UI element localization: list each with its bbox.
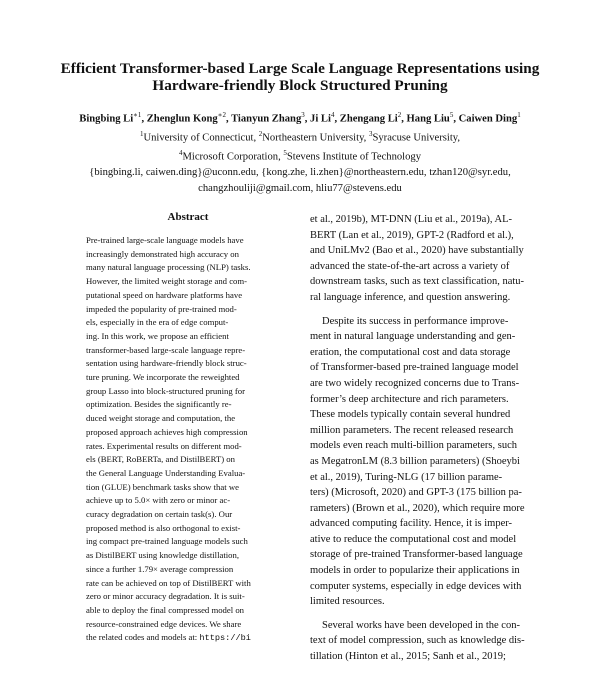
author-names: Bingbing $Li^{∗1}$, Zhenglun Kong$^{∗2}$, Tianyun Zhang$^3$, Ji Li$^4$, Zhengang Li$^2$, Hang Liu$^5$, Caiwen Ding$^1$ <box>79 111 521 125</box>
author-sup: 4 <box>330 111 335 119</box>
affiliation: Syracuse University, <box>372 132 461 144</box>
abstract-line: increasingly demonstrated high accuracy on <box>86 248 239 259</box>
author-name: Bingbing Li <box>79 113 134 125</box>
body-line: text of model compression, such as knowledge dis- <box>310 635 525 647</box>
abstract-line: proposed approach achieves high compression <box>86 426 248 437</box>
body-line: downstream tasks, such as text classification, natu- <box>310 276 525 288</box>
body-line: These models typically contain several hundred <box>310 409 511 421</box>
abstract-line <box>86 631 290 646</box>
body-line: computer systems, especially in edge devices with <box>310 580 522 592</box>
author-sup: 1 <box>517 111 521 119</box>
body-line: eration, the computational cost and data storage <box>310 346 511 358</box>
abstract-line: duced weight storage and computation, the <box>86 413 236 424</box>
body-line: are two widely recognized concerns due to Trans- <box>310 377 520 389</box>
author-name: Hang Liu <box>406 113 450 125</box>
body-line: and UniLMv2 (Bao et al., 2020) have substantially <box>310 245 524 257</box>
author-name: Zhenglun Kong <box>146 113 218 125</box>
abstract-line: putational speed on hardware platforms have <box>86 289 243 300</box>
abstract-line: impeded the popularity of pre-trained mod- <box>86 303 237 314</box>
abstract-line: since a further 1.79× average compression <box>86 563 234 574</box>
affiliation-sup: 3 <box>368 130 373 139</box>
abstract-heading: Abstract <box>167 211 209 223</box>
abstract-body <box>86 234 290 646</box>
author-sup: 3 <box>301 111 305 119</box>
abstract-line: resource-constrained edge devices. We share <box>86 618 242 629</box>
abstract-line: sentation using hardware-friendly block struc- <box>86 358 247 369</box>
abstract-column <box>86 210 290 646</box>
affiliation: Northeastern University, <box>262 132 369 144</box>
abstract-line: ing. In this work, we propose an efficient <box>86 330 229 341</box>
paper-title <box>40 60 560 94</box>
abstract-line: optimization. Besides the significantly re- <box>86 399 232 410</box>
author-sup: 2 <box>397 111 402 119</box>
body-line: ters) (Microsoft, 2020) and GPT-3 (175 billion pa- <box>310 487 522 499</box>
body-line: Several works have been developed in the con- <box>322 619 520 631</box>
abstract-line: able to deploy the final compressed model on <box>86 604 245 615</box>
intro-column <box>310 212 540 673</box>
abstract-line: ture pruning. We incorporate the reweighted <box>86 372 240 383</box>
abstract-line: zero or minor accuracy degradation. It is suit- <box>86 591 245 602</box>
abstract-line: curacy degradation on certain task(s). Our <box>86 509 233 520</box>
abstract-line: group Lasso into block-structured pruning for <box>86 385 245 396</box>
abstract-line: rates. Experimental results on different mod- <box>86 440 242 451</box>
body-line: former’s deep architecture and rich parameters. <box>310 393 509 405</box>
body-line: tillation (Hinton et al., 2015; Sanh et al., 2019; <box>310 651 506 663</box>
body-line: ment in natural language understanding and gen- <box>310 331 516 343</box>
body-line: advanced computing facility. Hence, it is imper- <box>310 518 513 530</box>
affiliation: Stevens Institute of Technology <box>286 151 422 163</box>
intro-paragraph <box>310 212 540 306</box>
abstract-line: els (BERT, RoBERTa, and DistilBERT) on <box>86 454 235 465</box>
body-line: of Transformer-based pre-trained language model <box>310 362 519 374</box>
affiliation: Microsoft Corporation, <box>182 151 284 163</box>
author-name: Tianyun Zhang <box>231 113 302 125</box>
email-line: changzhouliji@gmail.com, hliu77@stevens.edu <box>198 182 402 194</box>
body-line: million parameters. The recent released research <box>310 424 514 436</box>
body-line: et al., 2019b), MT-DNN (Liu et al., 2019a), AL- <box>310 214 512 225</box>
body-line: storage of pre-trained Transformer-based language <box>310 549 523 561</box>
body-line: limited resources. <box>310 596 385 608</box>
author-sup: ∗2 <box>217 111 226 119</box>
abstract-line: ing compact pre-trained language models such <box>86 536 248 547</box>
body-line: models in order to popularize their applications in <box>310 565 520 577</box>
affiliation-sup: 5 <box>283 149 287 158</box>
body-line: Despite its success in performance improve- <box>322 315 509 327</box>
author-sup: ∗1 <box>133 111 142 119</box>
intro-paragraph <box>310 314 540 610</box>
author-name: Zhengang Li <box>339 113 398 125</box>
affiliation-sup: 1 <box>139 130 144 139</box>
body-line: as MegatronLM (8.3 billion parameters) (Shoeybi <box>310 455 520 467</box>
author-block <box>30 108 570 197</box>
affiliation-sup: 4 <box>178 149 183 158</box>
abstract-line: as DistilBERT using knowledge distillation, <box>86 550 240 561</box>
email-line: {bingbing.li, caiwen.ding}@uconn.edu, {kong.zhe, li.zhen}@northeastern.edu, tzhan120@syr.edu, <box>89 167 511 179</box>
author-sup: 5 <box>449 111 454 119</box>
abstract-line: proposed method is also orthogonal to exist- <box>86 522 241 533</box>
abstract-line: tion (GLUE) benchmark tasks show that we <box>86 481 239 492</box>
abstract-line: transformer-based large-scale language repre- <box>86 344 246 355</box>
abstract-line: many natural language processing (NLP) tasks. <box>86 262 251 273</box>
abstract-line: rate can be achieved on top of DistilBERT with <box>86 577 251 588</box>
body-line: rameters) (Brown et al., 2020), which require more <box>310 502 525 514</box>
abstract-line: achieve up to 5.0× with zero or minor ac- <box>86 495 231 506</box>
intro-paragraph <box>310 618 540 665</box>
author-name: Caiwen Ding <box>458 113 518 125</box>
code-link[interactable]: https://bi <box>199 633 251 644</box>
title-line: Efficient Transformer-based Large Scale Language Representations using <box>60 60 540 77</box>
affiliation-line <box>30 127 570 146</box>
body-line: et al., 2019), Turing-NLG (17 billion parame- <box>310 471 503 483</box>
body-line: BERT (Lan et al., 2019), GPT-2 (Radford et al.), <box>310 229 514 241</box>
affiliation-line <box>30 146 570 165</box>
abstract-line: els, especially in the era of edge comput- <box>86 317 229 328</box>
abstract-line: Pre-trained large-scale language models have <box>86 235 244 245</box>
affiliation-sup: 2 <box>258 130 263 139</box>
body-line: ative to reduce the computational cost and model <box>310 533 517 545</box>
body-line: models even reach multi-billion parameters, such <box>310 440 518 452</box>
body-line: advanced the state-of-the-art across a variety of <box>310 260 510 272</box>
abstract-line: the General Language Understanding Evalua- <box>86 467 246 478</box>
abstract-line: However, the limited weight storage and com- <box>86 276 248 287</box>
title-line: Hardware-friendly Block Structured Pruning <box>152 77 448 94</box>
affiliation: University of Connecticut, <box>143 132 259 144</box>
author-name: Ji Li <box>310 113 331 125</box>
abstract-line-text: the related codes and models at: <box>86 632 200 643</box>
body-line: ral language inference, and question answering. <box>310 291 511 303</box>
